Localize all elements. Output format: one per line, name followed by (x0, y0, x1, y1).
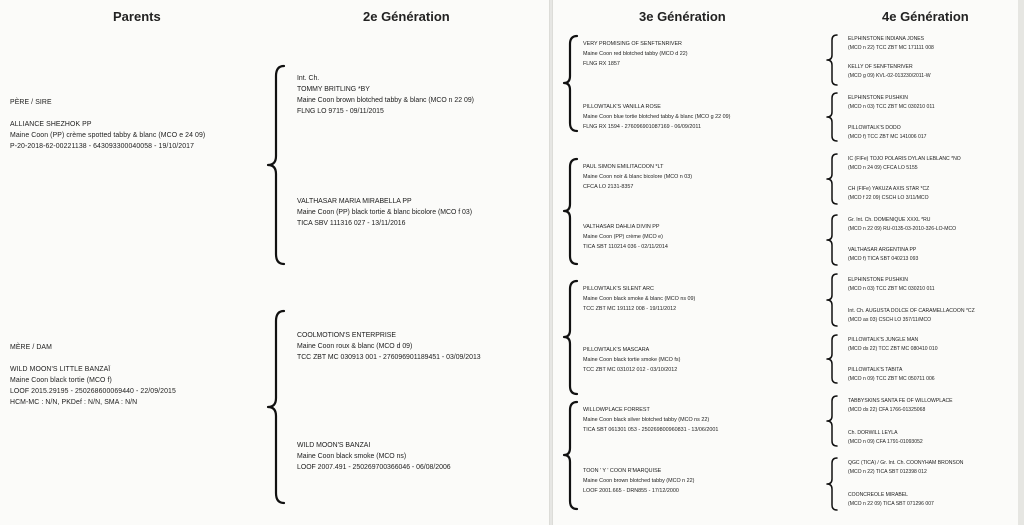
gen3-brace (563, 34, 579, 134)
gen4-info: (MCO n 03) TCC ZBT MC 030210 011 (848, 104, 935, 111)
gen4-entry (848, 366, 935, 384)
gen3-name: PAUL SIMON EMILITACOON *LT (583, 164, 664, 170)
sire-breed: Maine Coon (PP) crème spotted tabby & blanc (MCO e 24 09) (10, 132, 206, 139)
sire-registration: P-20-2018-62-00221138 - 643093300040058 - 19/10/2017 (10, 143, 194, 150)
gen3-registration: TICA SBT 061301 053 - 250269800960831 - 13/06/2001 (583, 426, 719, 433)
gen4-info: (MCO as 03) CSCH LO 357/11/MCO (848, 317, 932, 324)
gen4-entry (848, 94, 935, 112)
gen4-name: ELPHINSTONE PUSHKIN (848, 95, 908, 101)
gen4-info: (MCO f 22 09) CSCH LO 3/11/MCO (848, 195, 929, 202)
gen2-dam-mother (297, 440, 451, 473)
gen4-entry (848, 216, 956, 234)
gen4-entry (848, 35, 934, 53)
gen3-entry (583, 223, 668, 252)
gen4-name: Gr. Int. Ch. DOMENIQUE XXXL *RU (848, 217, 931, 223)
gen3-name: PILLOWTALK'S SILENT ARC (583, 286, 654, 292)
dam-name: WILD MOON'S LITTLE BANZAÏ (10, 366, 111, 373)
gen2-sire-father (297, 73, 474, 117)
gen3-brace (563, 157, 579, 267)
gen3-registration: CFCA LO 2131-8357 (583, 183, 634, 190)
gen3-brace (563, 400, 579, 512)
gen4-brace (826, 394, 838, 448)
gen2-breed: Maine Coon black smoke (MCO ns) (297, 453, 407, 460)
gen4-info: (MCO f) TICA SBT 040213 093 (848, 256, 919, 263)
right-page (553, 0, 1024, 525)
gen3-breed: Maine Coon noir & blanc bicolore (MCO n 03) (583, 173, 693, 180)
gen4-entry (848, 397, 953, 415)
gen4-info: (MCO n 22) TICA SBT 012398 012 (848, 469, 927, 476)
gen3-entry (583, 346, 680, 375)
gen4-name: CH (FIFe) YAKUZA AXIS STAR *CZ (848, 186, 930, 192)
gen3-brace (563, 279, 579, 397)
gen2-sire-mother (297, 196, 472, 229)
sire-name: ALLIANCE SHEZHOK PP (10, 121, 92, 128)
sire-role: PÈRE / SIRE (10, 99, 52, 106)
gen3-breed: Maine Coon black silver blotched tabby (MCO ns 22) (583, 416, 710, 423)
gen4-info: (MCO n 22 09) TICA SBT 071296 007 (848, 501, 934, 508)
gen4-info: (MCO n 09) CFA 1791-01093052 (848, 439, 923, 446)
dam-genetic-tests: HCM-MC : N/N, PKDef : N/N, SMA : N/N (10, 399, 138, 406)
header-parents: Parents (113, 9, 161, 24)
gen4-name: COONCREOLE MIRABEL (848, 492, 909, 498)
gen3-breed: Maine Coon blue tortie blotched tabby & blanc (MCO g 22 09) (583, 113, 731, 120)
gen3-registration: TCC ZBT MC 191112 008 - 19/11/2012 (583, 305, 677, 312)
gen4-name: IC (FIFe) TOJO POLARIS DYLAN LEBLANC *NO (848, 156, 961, 162)
gen4-entry (848, 336, 938, 354)
gen4-name: Ch. DORWILL LEYLA (848, 430, 898, 436)
gen3-name: VALTHASAR DAHLIA DIVIN PP (583, 224, 660, 230)
gen3-registration: LOOF 2001.665 - DRN855 - 17/12/2000 (583, 487, 679, 494)
gen4-name: PILLOWTALK'S DODO (848, 125, 901, 131)
dam-registration: LOOF 2015.29195 - 250268600069440 - 22/09/2015 (10, 388, 176, 395)
header-gen2: 2e Génération (363, 9, 450, 24)
dam-breed: Maine Coon black tortie (MCO f) (10, 377, 112, 384)
gen2-title: Int. Ch. (297, 75, 320, 82)
gen2-registration: FLNG LO 9715 - 09/11/2015 (297, 108, 384, 115)
gen4-name: TABBYSKINS SANTA FE OF WILLOWPLACE (848, 398, 953, 404)
gen2-registration: LOOF 2007.491 - 250269700366046 - 06/08/2006 (297, 464, 451, 471)
gen4-info: (MCO n 09) TCC ZBT MC 050711 006 (848, 376, 935, 383)
gen4-name: ELPHINSTONE PUSHKIN (848, 277, 908, 283)
gen2-breed: Maine Coon roux & blanc (MCO d 09) (297, 343, 413, 350)
gen3-name: PILLOWTALK'S MASCARA (583, 347, 650, 353)
gen4-brace (826, 91, 838, 143)
gen2-dam-father (297, 330, 481, 363)
gen3-breed: Maine Coon black tortie smoke (MCO fs) (583, 356, 681, 363)
gen4-entry (848, 246, 918, 264)
gen4-info: (MCO ds 22) CFA 1766-01325068 (848, 407, 926, 414)
gen2-name: TOMMY BRITLING *BY (297, 86, 370, 93)
gen3-registration: FLNG RX 1857 (583, 60, 620, 67)
gen3-breed: Maine Coon red blotched tabby (MCO d 22) (583, 50, 688, 57)
dam-block (10, 342, 176, 408)
gen4-info: (MCO n 22) TCC ZBT MC 171111 008 (848, 45, 934, 52)
gen2-breed: Maine Coon (PP) black tortie & blanc bicolore (MCO f 03) (297, 209, 473, 216)
gen4-brace (826, 213, 838, 267)
gen4-name: VALTHASAR ARGENTINA PP (848, 247, 917, 253)
gen2-name: WILD MOON'S BANZAI (297, 442, 371, 449)
gen4-entry (848, 185, 929, 203)
gen3-name: WILLOWPLACE FORREST (583, 407, 650, 413)
gen4-name: QGC (TICA) / Gr. Int. Ch. COONYHAM BRONSON (848, 460, 964, 466)
gen4-name: ELPHINSTONE INDIANA JONES (848, 36, 925, 42)
gen3-registration: TICA SBT 110214 036 - 02/11/2014 (583, 243, 668, 250)
gen2-registration: TICA SBV 111316 027 - 13/11/2016 (297, 220, 406, 227)
gen4-brace (826, 33, 838, 87)
gen4-info: (MCO n 24 09) CFCA LO 5155 (848, 165, 918, 172)
gen4-brace (826, 456, 838, 512)
header-gen4: 4e Génération (882, 9, 969, 24)
gen4-entry (848, 155, 961, 173)
gen3-entry (583, 467, 694, 496)
gen4-entry (848, 124, 927, 142)
gen3-entry (583, 40, 688, 69)
gen3-registration: FLNG RX 1594 - 276096901087169 - 06/09/2011 (583, 123, 701, 130)
gen3-breed: Maine Coon (PP) crème (MCO e) (583, 233, 663, 240)
gen4-info: (MCO f) TCC ZBT MC 141006 017 (848, 134, 927, 141)
gen4-info: (MCO g 09) KVL-02-013230/2011-W (848, 73, 931, 80)
gen4-entry (848, 459, 963, 477)
gen2-dam-brace (266, 309, 286, 505)
gen3-name: VERY PROMISING OF SENFTENRIVER (583, 41, 682, 47)
gen3-entry (583, 285, 695, 314)
gen4-entry (848, 276, 935, 294)
dam-role: MÈRE / DAM (10, 344, 52, 351)
gen4-brace (826, 272, 838, 328)
gen4-info: (MCO n 22 09) RU-0135-03-2010-326-LO-MCO (848, 226, 957, 233)
gen4-name: Int. Ch. AUGUSTA DOLCE OF CARAMELLACOON *CZ (848, 308, 975, 314)
gen3-name: TOON ' Y ' COON R'MARQUISE (583, 468, 662, 474)
gen4-name: KELLY OF SENFTENRIVER (848, 64, 913, 70)
gen2-registration: TCC ZBT MC 030913 001 - 276096901189451 - 03/09/2013 (297, 354, 481, 361)
gen4-info: (MCO ds 22) TCC ZBT MC 080410 010 (848, 346, 938, 353)
gen4-entry (848, 429, 923, 447)
sire-block (10, 97, 205, 152)
gen3-entry (583, 406, 718, 435)
gen4-entry (848, 63, 931, 81)
gen4-name: PILLOWTALK'S JUNGLE MAN (848, 337, 919, 343)
gen3-entry (583, 103, 730, 132)
gen3-name: PILLOWTALK'S VANILLA ROSE (583, 104, 661, 110)
gen4-name: PILLOWTALK'S TABITA (848, 367, 903, 373)
gen2-breed: Maine Coon brown blotched tabby & blanc (MCO n 22 09) (297, 97, 474, 104)
gen3-breed: Maine Coon brown blotched tabby (MCO n 22) (583, 477, 695, 484)
gen2-name: VALTHASAR MARIA MIRABELLA PP (297, 198, 412, 205)
gen3-entry (583, 163, 692, 192)
gen2-name: COOLMOTION'S ENTERPRISE (297, 332, 396, 339)
header-gen3: 3e Génération (639, 9, 726, 24)
gen3-breed: Maine Coon black smoke & blanc (MCO ns 09) (583, 295, 696, 302)
gen2-sire-brace (266, 64, 286, 266)
gen3-registration: TCC ZBT MC 031012 012 - 03/10/2012 (583, 366, 678, 373)
gen4-entry (848, 307, 975, 325)
gen4-brace (826, 333, 838, 385)
gen4-info: (MCO n 03) TCC ZBT MC 030210 011 (848, 286, 935, 293)
gen4-entry (848, 491, 934, 509)
gen4-brace (826, 152, 838, 206)
